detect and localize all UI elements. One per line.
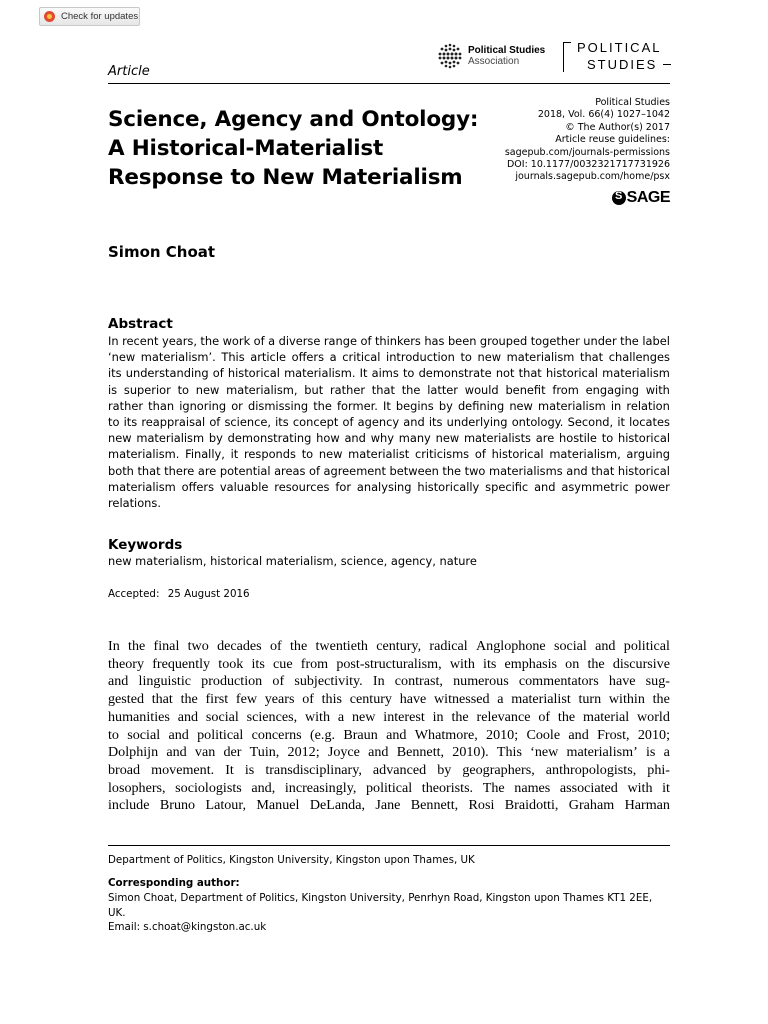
body-line: to social and political concerns (e.g. Braun and Whatmore, 2010; Coole and Frost, 2010; [108,726,670,743]
abstract-line: is superior to new materialism, but rather that the latter would benefit from engaging with [108,382,670,397]
abstract-heading: Abstract [108,316,173,332]
address-line: UK. [108,906,126,919]
accepted-label: Accepted: [108,588,160,600]
abstract-line: ‘new materialism’. This article offers a critical introduction to new materialism that challenges [108,350,670,365]
journal-logo [563,40,671,74]
author-email[interactable]: Email: s.choat@kingston.ac.uk [108,921,267,933]
journal-volume: 2018, Vol. 66(4) 1027–1042 [537,109,670,121]
permissions-link[interactable]: sagepub.com/journals-permissions [504,146,670,158]
check-for-updates-label: Check for updates [61,11,139,22]
abstract-line: In recent years, the work of a diverse range of thinkers has been grouped together under the label [108,334,670,348]
psa-dots-icon [437,43,463,69]
title-line: Response to New Materialism [108,165,463,190]
header-divider [108,83,670,84]
body-line: broad movement. It is transdisciplinary, advanced by geographers, anthropologists, phi- [108,761,670,778]
footnote-divider [108,845,670,846]
abstract-line: its understanding of historical materialism. It aims to demonstrate not that historical materialism [108,366,670,381]
crossmark-icon [44,11,55,22]
journal-logo-line2: STUDIES [587,57,658,72]
sage-mark-icon [612,191,626,205]
address-line: Simon Choat, Department of Politics, Kingston University, Penrhyn Road, Kingston upon Thames KT1 2EE, [108,892,653,904]
article-type-label: Article [108,64,150,79]
abstract-line: to its reappraisal of science, its concept of agency and its underlying ontology. Second, it locates [108,415,670,430]
journal-homepage-link[interactable]: journals.sagepub.com/home/psx [515,171,670,183]
body-line: and linguistic production of subjectivity. In contrast, numerous commentators have sug- [108,673,670,690]
body-line: losophers, sociologists and, increasingly, political theorists. The names associated with it [108,779,670,796]
body-line: Dolphijn and van der Tuin, 2012; Joyce and Bennett, 2010). This ‘new materialism’ is a [108,744,670,761]
psa-logo [437,43,545,69]
accepted-value: 25 August 2016 [167,588,250,600]
psa-name: Political Studies [468,45,546,56]
sage-logo [612,189,670,207]
body-paragraph [108,638,670,815]
reuse-guidelines-label: Article reuse guidelines: [555,134,670,146]
abstract-line: both that there are potential areas of agreement between the two materialisms and that historical [108,463,670,478]
journal-logo-line1: POLITICAL [577,40,662,55]
title-line: Science, Agency and Ontology: [108,107,479,132]
abstract-body [108,333,670,511]
journal-info [505,97,670,184]
corresponding-author-address [108,891,670,920]
body-line: In the final two decades of the twentieth century, radical Anglophone social and political [108,638,670,654]
doi[interactable]: DOI: 10.1177/0032321717731926 [506,159,670,171]
copyright: © The Author(s) 2017 [565,121,670,133]
abstract-line: materialism. Finally, it responds to new materialist criticisms of historical materialism, arguing [108,447,670,462]
journal-name: Political Studies [595,97,670,108]
body-line: humanities and social sciences, with a new interest in the relevance of the material world [108,708,670,725]
abstract-line: new materialism by demonstrating how and why many new materialists are hostile to historical [108,431,670,446]
title-line: A Historical-Materialist [108,136,384,161]
psa-sub: Association [468,56,520,67]
corresponding-author-heading: Corresponding author: [108,877,240,889]
body-line: include Bruno Latour, Manuel DeLanda, Jane Bennett, Rosi Braidotti, Graham Harman [108,797,670,814]
abstract-line: relations. [108,496,161,511]
keywords-heading: Keywords [108,537,183,553]
body-line: gested that the first few years of this century have witnessed a materialist turn within the [108,691,670,708]
accepted-date [108,588,250,600]
sage-wordmark: SAGE [626,189,670,206]
paper-title [108,105,508,192]
keywords-list: new materialism, historical materialism, science, agency, nature [108,554,477,568]
author-name: Simon Choat [108,243,216,261]
author-affiliation: Department of Politics, Kingston University, Kingston upon Thames, UK [108,854,475,866]
abstract-line: rather than ignoring or dismissing the former. It begins by defining new materialism in relation [108,398,670,413]
abstract-line: materialism offers valuable resources for analysing historically specific and asymmetric power [108,479,670,494]
check-for-updates-button[interactable] [39,7,140,26]
body-line: theory frequently took its cue from post-structuralism, with its emphasis on the discursive [108,655,670,672]
